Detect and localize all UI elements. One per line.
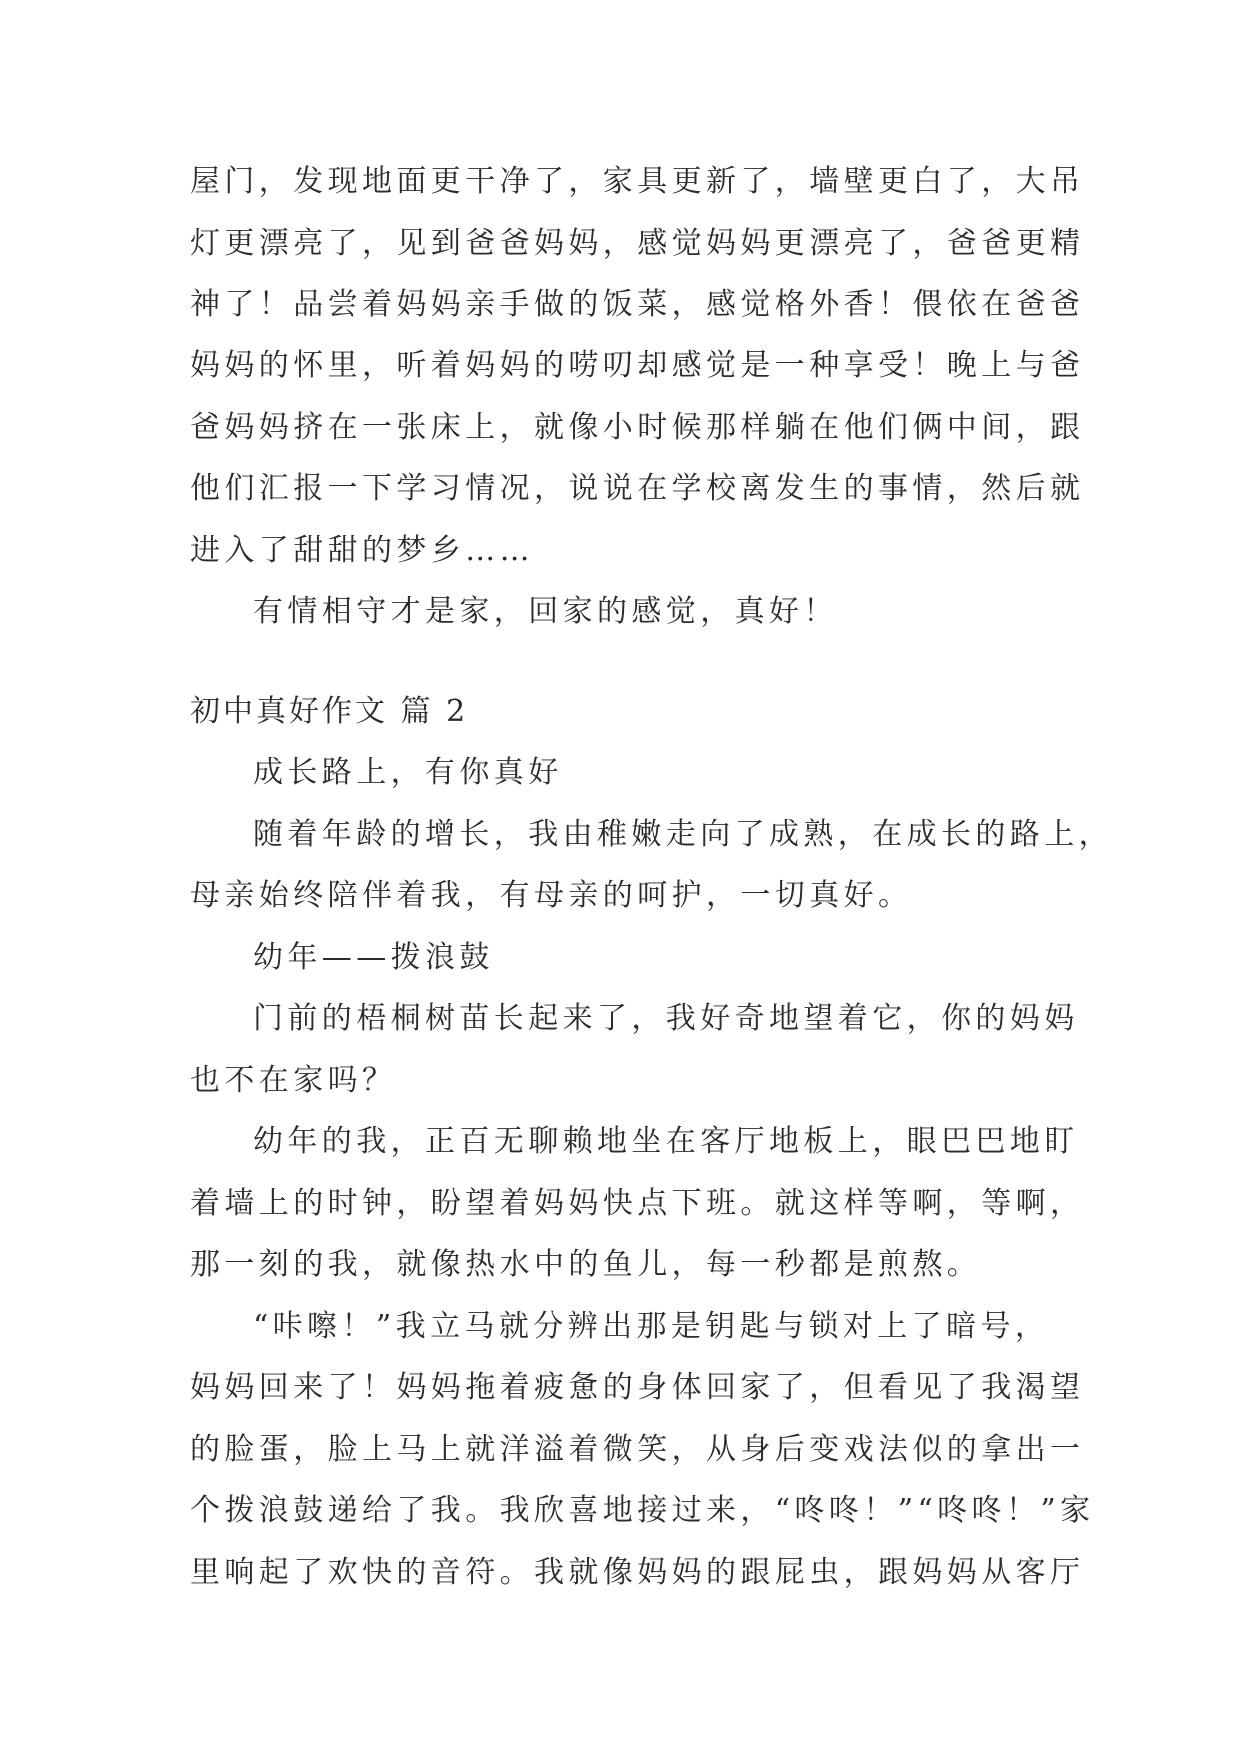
- text-line: 个拨浪鼓递给了我。我欣喜地接过来，“咚咚！”“咚咚！”家: [190, 1493, 1095, 1528]
- paragraph-first-line: 幼年的我，正百无聊赖地坐在客厅地板上，眼巴巴地盯: [253, 1124, 1079, 1159]
- paragraph-first-line: 门前的梧桐树苗长起来了，我好奇地望着它，你的妈妈: [253, 1001, 1079, 1036]
- paragraph-first-line: 有情相守才是家，回家的感觉，真好！: [253, 594, 838, 629]
- text-line: 神了！品尝着妈妈亲手做的饭菜，感觉格外香！偎依在爸爸: [190, 287, 1085, 322]
- text-line: 屋门，发现地面更干净了，家具更新了，墙壁更白了，大吊: [190, 164, 1085, 199]
- text-line: 妈妈回来了！妈妈拖着疲惫的身体回家了，但看见了我渴望: [190, 1370, 1085, 1405]
- essay-title: 成长路上，有你真好: [253, 755, 563, 790]
- text-line: 里响起了欢快的音符。我就像妈妈的跟屁虫，跟妈妈从客厅: [190, 1555, 1085, 1590]
- paragraph-first-line: “咔嚓！”我立马就分辨出那是钥匙与锁对上了暗号，: [253, 1309, 1050, 1344]
- text-line: 着墙上的时钟，盼望着妈妈快点下班。就这样等啊，等啊，: [190, 1186, 1085, 1221]
- text-line: 也不在家吗？: [190, 1063, 397, 1098]
- paragraph-first-line: 随着年龄的增长，我由稚嫩走向了成熟，在成长的路上，: [253, 817, 1113, 852]
- text-line: 那一刻的我，就像热水中的鱼儿，每一秒都是煎熬。: [190, 1247, 982, 1282]
- text-line: 妈妈的怀里，听着妈妈的唠叨却感觉是一种享受！晚上与爸: [190, 348, 1085, 383]
- text-line: 爸妈妈挤在一张床上，就像小时候那样躺在他们俩中间，跟: [190, 410, 1085, 445]
- text-line: 母亲始终陪伴着我，有母亲的呵护，一切真好。: [190, 878, 913, 913]
- essay-heading: 初中真好作文 篇 2: [190, 694, 469, 729]
- text-line: 他们汇报一下学习情况，说说在学校离发生的事情，然后就: [190, 471, 1085, 506]
- text-line: 进入了甜甜的梦乡……: [190, 533, 534, 568]
- section-subtitle: 幼年——拨浪鼓: [253, 940, 494, 975]
- text-line: 的脸蛋，脸上马上就洋溢着微笑，从身后变戏法似的拿出一: [190, 1432, 1085, 1467]
- text-line: 灯更漂亮了，见到爸爸妈妈，感觉妈妈更漂亮了，爸爸更精: [190, 226, 1085, 261]
